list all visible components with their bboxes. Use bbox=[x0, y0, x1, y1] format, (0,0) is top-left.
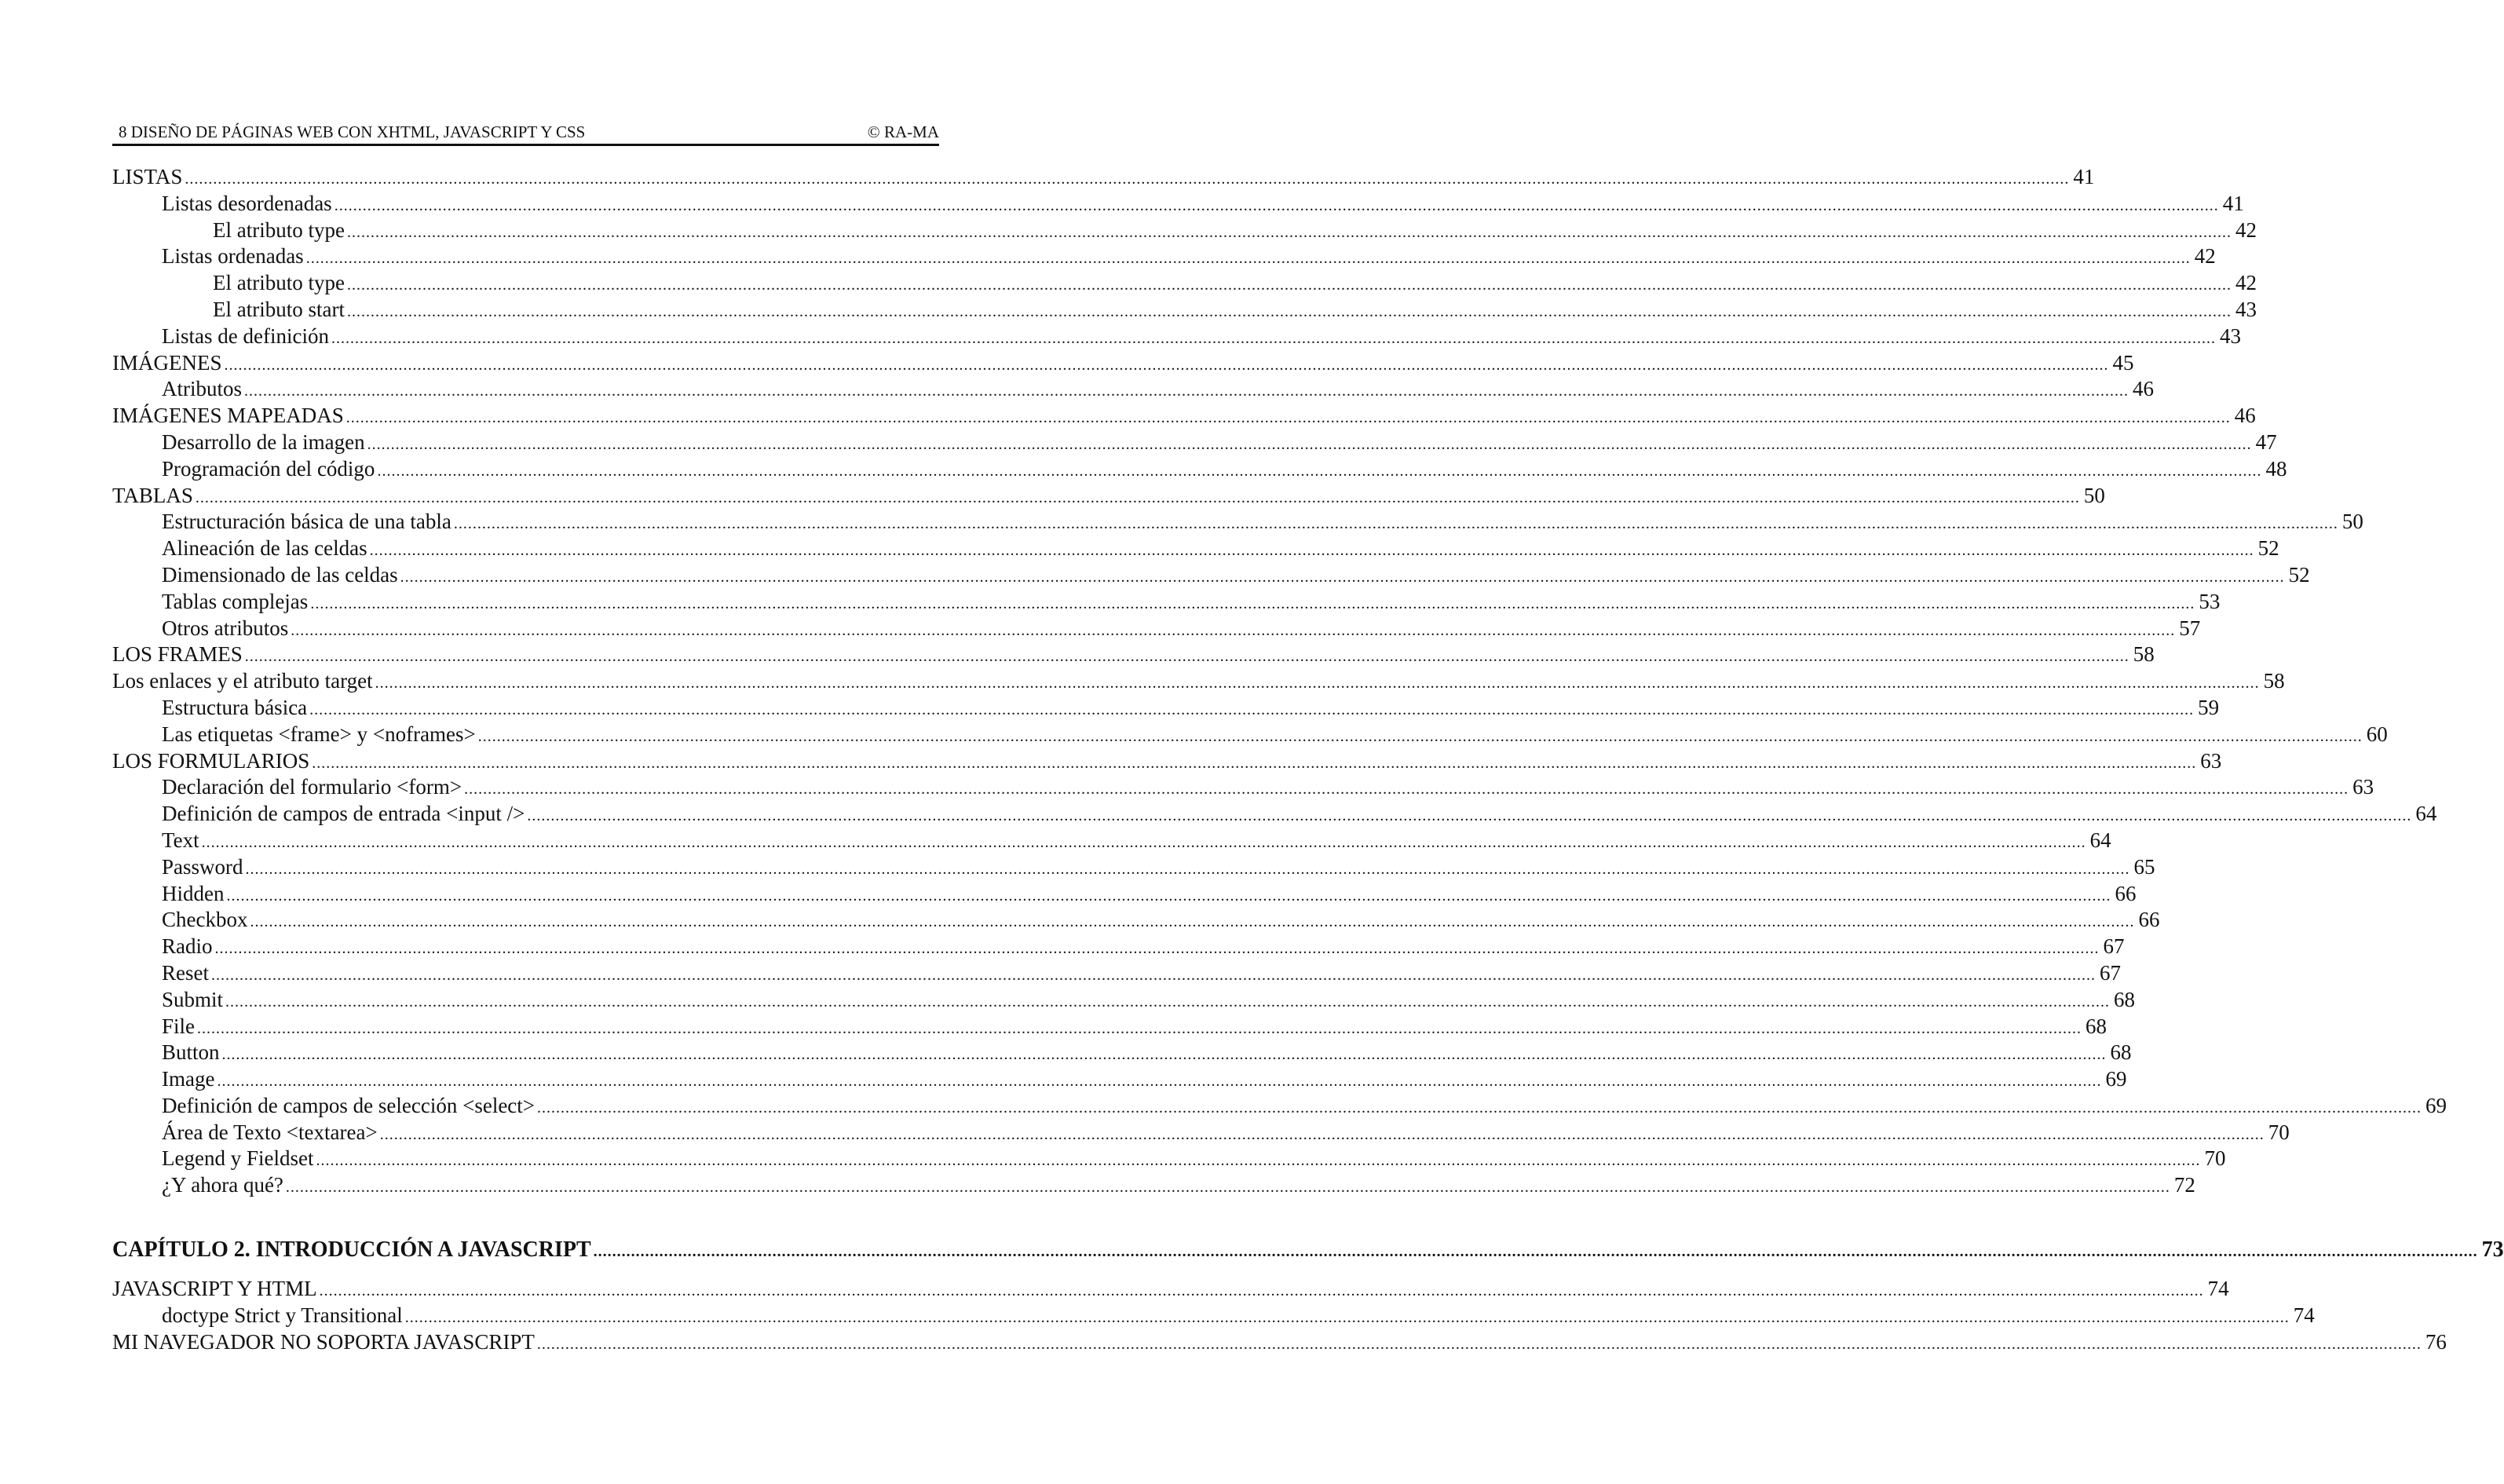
toc-entry-page-number: 66 bbox=[2138, 908, 2160, 932]
table-of-contents-continued bbox=[112, 1276, 2447, 1355]
toc-entry-title: ¿Y ahora qué? bbox=[162, 1173, 283, 1197]
toc-entry bbox=[112, 1120, 2290, 1146]
toc-entry bbox=[112, 722, 2388, 748]
toc-entry-page-number: 76 bbox=[2425, 1329, 2447, 1354]
toc-entry bbox=[112, 589, 2221, 616]
toc-entry-title: LOS FORMULARIOS bbox=[112, 748, 310, 773]
toc-entry-page-number: 42 bbox=[2235, 271, 2257, 295]
toc-entry-page-number: 57 bbox=[2179, 616, 2201, 640]
toc-entry-page-number: 42 bbox=[2194, 244, 2216, 269]
dot-leader: ................................................................................................................................................................................................................................................................................................................................................................................................................ bbox=[331, 329, 2216, 347]
toc-entry-title: Dimensionado de las celdas bbox=[162, 562, 398, 587]
toc-entry-page-number: 50 bbox=[2083, 483, 2105, 507]
toc-entry bbox=[112, 668, 2285, 695]
toc-entry-title: Otros atributos bbox=[162, 616, 289, 640]
toc-entry-page-number: 72 bbox=[2173, 1173, 2195, 1197]
toc-entry-title: Text bbox=[162, 828, 199, 852]
toc-entry bbox=[112, 1014, 2107, 1040]
toc-entry bbox=[112, 297, 2257, 323]
table-of-contents bbox=[112, 164, 2447, 1199]
dot-leader: ................................................................................................................................................................................................................................................................................................................................................................................................................ bbox=[537, 1098, 2422, 1117]
toc-entry-page-number: 46 bbox=[2133, 377, 2155, 401]
chapter-page-number: 73 bbox=[2481, 1237, 2504, 1262]
toc-entry-title: IMÁGENES bbox=[112, 350, 222, 375]
toc-entry-page-number: 65 bbox=[2133, 854, 2155, 879]
dot-leader: ................................................................................................................................................................................................................................................................................................................................................................................................................ bbox=[367, 435, 2252, 453]
toc-entry bbox=[112, 641, 2155, 668]
toc-entry bbox=[112, 1329, 2447, 1356]
toc-entry bbox=[112, 934, 2125, 960]
dot-leader: ................................................................................................................................................................................................................................................................................................................................................................................................................ bbox=[309, 700, 2195, 718]
toc-entry bbox=[112, 191, 2244, 217]
dot-leader: ................................................................................................................................................................................................................................................................................................................................................................................................................ bbox=[404, 1308, 2290, 1326]
dot-leader: ................................................................................................................................................................................................................................................................................................................................................................................................................ bbox=[285, 1179, 2170, 1197]
dot-leader: ................................................................................................................................................................................................................................................................................................................................................................................................................ bbox=[250, 913, 2135, 931]
toc-entry-page-number: 42 bbox=[2235, 217, 2257, 242]
toc-entry bbox=[112, 801, 2437, 828]
toc-entry-title: Listas desordenadas bbox=[162, 191, 332, 215]
toc-entry-title: LOS FRAMES bbox=[112, 642, 243, 667]
toc-entry-title: Password bbox=[162, 854, 243, 879]
dot-leader: ................................................................................................................................................................................................................................................................................................................................................................................................................ bbox=[346, 223, 2232, 241]
dot-leader: ................................................................................................................................................................................................................................................................................................................................................................................................................ bbox=[225, 992, 2111, 1011]
dot-leader: ................................................................................................................................................................................................................................................................................................................................................................................................................ bbox=[536, 1335, 2422, 1353]
toc-entry bbox=[112, 1303, 2315, 1329]
dot-leader: ................................................................................................................................................................................................................................................................................................................................................................................................................ bbox=[593, 1243, 2478, 1260]
dot-leader: ................................................................................................................................................................................................................................................................................................................................................................................................................ bbox=[527, 807, 2412, 825]
dot-leader: ................................................................................................................................................................................................................................................................................................................................................................................................................ bbox=[195, 488, 2080, 506]
toc-entry-page-number: 59 bbox=[2198, 695, 2220, 719]
toc-entry bbox=[112, 987, 2136, 1014]
toc-entry-page-number: 60 bbox=[2366, 722, 2388, 746]
toc-entry-title: Definición de campos de selección <select> bbox=[162, 1093, 536, 1117]
dot-leader: ................................................................................................................................................................................................................................................................................................................................................................................................................ bbox=[244, 648, 2129, 666]
toc-entry bbox=[112, 164, 2095, 191]
dot-leader: ................................................................................................................................................................................................................................................................................................................................................................................................................ bbox=[245, 860, 2130, 878]
toc-entry-page-number: 41 bbox=[2073, 165, 2095, 188]
toc-entry-page-number: 68 bbox=[2085, 1014, 2107, 1038]
toc-entry-page-number: 46 bbox=[2234, 404, 2256, 428]
toc-entry-title: Definición de campos de entrada <input /> bbox=[162, 802, 525, 826]
dot-leader: ................................................................................................................................................................................................................................................................................................................................................................................................................ bbox=[226, 886, 2111, 905]
chapter-title: CAPÍTULO 2. INTRODUCCIÓN A JAVASCRIPT bbox=[112, 1237, 591, 1262]
toc-entry-page-number: 68 bbox=[2110, 1040, 2132, 1065]
dot-leader: ................................................................................................................................................................................................................................................................................................................................................................................................................ bbox=[185, 170, 2070, 188]
toc-entry-page-number: 69 bbox=[2105, 1067, 2127, 1091]
toc-entry bbox=[112, 854, 2155, 881]
dot-leader: ................................................................................................................................................................................................................................................................................................................................................................................................................ bbox=[346, 276, 2232, 294]
toc-entry-page-number: 66 bbox=[2115, 881, 2137, 905]
dot-leader: ................................................................................................................................................................................................................................................................................................................................................................................................................ bbox=[334, 196, 2219, 214]
toc-entry bbox=[112, 695, 2220, 722]
toc-entry-page-number: 70 bbox=[2204, 1146, 2226, 1171]
dot-leader: ................................................................................................................................................................................................................................................................................................................................................................................................................ bbox=[375, 674, 2260, 693]
toc-entry-title: Estructuración básica de una tabla bbox=[162, 510, 451, 534]
toc-entry-page-number: 43 bbox=[2219, 323, 2241, 348]
dot-leader: ................................................................................................................................................................................................................................................................................................................................................................................................................ bbox=[291, 621, 2176, 639]
toc-entry bbox=[112, 483, 2105, 510]
toc-entry bbox=[112, 1172, 2195, 1199]
toc-entry bbox=[112, 217, 2257, 244]
dot-leader: ................................................................................................................................................................................................................................................................................................................................................................................................................ bbox=[346, 302, 2232, 320]
toc-entry-page-number: 70 bbox=[2268, 1120, 2290, 1144]
toc-entry bbox=[112, 429, 2277, 456]
toc-entry-title: LISTAS bbox=[112, 165, 183, 188]
dot-leader: ................................................................................................................................................................................................................................................................................................................................................................................................................ bbox=[224, 356, 2109, 374]
dot-leader: ................................................................................................................................................................................................................................................................................................................................................................................................................ bbox=[400, 568, 2285, 586]
dot-leader: ................................................................................................................................................................................................................................................................................................................................................................................................................ bbox=[312, 754, 2197, 772]
toc-entry-title: Desarrollo de la imagen bbox=[162, 429, 365, 454]
toc-entry-page-number: 68 bbox=[2114, 987, 2136, 1011]
toc-entry bbox=[112, 1066, 2127, 1093]
toc-entry bbox=[112, 828, 2111, 854]
dot-leader: ................................................................................................................................................................................................................................................................................................................................................................................................................ bbox=[244, 382, 2129, 400]
header-book-title: 8 DISEÑO DE PÁGINAS WEB CON XHTML, JAVASCRIPT Y CSS bbox=[119, 122, 586, 141]
toc-entry bbox=[112, 748, 2222, 775]
toc-entry-title: File bbox=[162, 1014, 196, 1038]
running-header bbox=[112, 120, 939, 146]
toc-entry bbox=[112, 376, 2155, 403]
dot-leader: ................................................................................................................................................................................................................................................................................................................................................................................................................ bbox=[319, 1282, 2204, 1299]
toc-entry-page-number: 41 bbox=[2222, 191, 2244, 215]
toc-entry bbox=[112, 535, 2279, 562]
toc-entry-page-number: 58 bbox=[2263, 669, 2285, 693]
toc-entry-title: Listas de definición bbox=[162, 323, 329, 348]
toc-entry-page-number: 74 bbox=[2293, 1303, 2315, 1327]
toc-entry-page-number: 47 bbox=[2255, 429, 2277, 454]
chapter-heading bbox=[112, 1234, 2504, 1266]
dot-leader: ................................................................................................................................................................................................................................................................................................................................................................................................................ bbox=[453, 515, 2338, 533]
toc-entry-title: Checkbox bbox=[162, 908, 248, 932]
toc-entry-title: El atributo type bbox=[213, 271, 345, 295]
toc-entry-title: Área de Texto <textarea> bbox=[162, 1120, 378, 1144]
toc-entry-page-number: 52 bbox=[2288, 562, 2310, 587]
dot-leader: ................................................................................................................................................................................................................................................................................................................................................................................................................ bbox=[464, 780, 2349, 799]
toc-entry-title: Atributos bbox=[162, 377, 243, 401]
dot-leader: ................................................................................................................................................................................................................................................................................................................................................................................................................ bbox=[211, 966, 2096, 984]
toc-entry-title: Programación del código bbox=[162, 456, 375, 481]
toc-entry-title: Submit bbox=[162, 987, 224, 1011]
toc-entry-title: El atributo type bbox=[213, 217, 345, 242]
toc-entry bbox=[112, 616, 2201, 642]
toc-entry-title: IMÁGENES MAPEADAS bbox=[112, 404, 344, 428]
toc-entry-page-number: 58 bbox=[2133, 642, 2155, 667]
toc-entry bbox=[112, 323, 2241, 350]
toc-entry-title: TABLAS bbox=[112, 483, 193, 507]
toc-entry-title: Tablas complejas bbox=[162, 589, 309, 613]
toc-entry-title: Alineación de las celdas bbox=[162, 536, 367, 561]
toc-entry-title: Legend y Fieldset bbox=[162, 1146, 314, 1171]
toc-entry-page-number: 45 bbox=[2112, 350, 2134, 375]
toc-entry-title: Los enlaces y el atributo target bbox=[112, 669, 373, 693]
toc-entry bbox=[112, 907, 2160, 934]
toc-entry-page-number: 43 bbox=[2235, 297, 2257, 321]
toc-entry-page-number: 50 bbox=[2341, 510, 2363, 534]
toc-entry-page-number: 48 bbox=[2265, 456, 2287, 481]
toc-entry-title: Reset bbox=[162, 960, 209, 985]
dot-leader: ................................................................................................................................................................................................................................................................................................................................................................................................................ bbox=[310, 594, 2195, 612]
toc-entry bbox=[112, 456, 2287, 483]
toc-entry-page-number: 67 bbox=[2100, 960, 2121, 985]
toc-entry-page-number: 63 bbox=[2200, 748, 2222, 773]
toc-entry bbox=[112, 774, 2374, 801]
toc-entry-page-number: 64 bbox=[2415, 802, 2437, 826]
toc-entry-title: Listas ordenadas bbox=[162, 244, 304, 269]
toc-entry bbox=[112, 1276, 2229, 1303]
toc-entry-title: Button bbox=[162, 1040, 220, 1065]
toc-entry bbox=[112, 509, 2363, 535]
dot-leader: ................................................................................................................................................................................................................................................................................................................................................................................................................ bbox=[369, 542, 2254, 560]
dot-leader: ................................................................................................................................................................................................................................................................................................................................................................................................................ bbox=[201, 833, 2086, 851]
dot-leader: ................................................................................................................................................................................................................................................................................................................................................................................................................ bbox=[217, 1073, 2102, 1091]
dot-leader: ................................................................................................................................................................................................................................................................................................................................................................................................................ bbox=[316, 1152, 2201, 1170]
dot-leader: ................................................................................................................................................................................................................................................................................................................................................................................................................ bbox=[477, 727, 2363, 745]
toc-entry bbox=[112, 960, 2121, 987]
toc-entry-title: Radio bbox=[162, 934, 213, 959]
dot-leader: ................................................................................................................................................................................................................................................................................................................................................................................................................ bbox=[221, 1046, 2107, 1064]
toc-entry bbox=[112, 350, 2134, 377]
toc-entry-title: Declaración del formulario <form> bbox=[162, 775, 462, 799]
dot-leader: ................................................................................................................................................................................................................................................................................................................................................................................................................ bbox=[345, 409, 2231, 427]
toc-entry bbox=[112, 1040, 2132, 1066]
toc-entry-page-number: 67 bbox=[2103, 934, 2125, 959]
dot-leader: ................................................................................................................................................................................................................................................................................................................................................................................................................ bbox=[305, 250, 2191, 268]
toc-entry-page-number: 52 bbox=[2257, 536, 2279, 561]
toc-entry bbox=[112, 403, 2256, 429]
toc-entry-title: Las etiquetas <frame> y <noframes> bbox=[162, 722, 476, 746]
dot-leader: ................................................................................................................................................................................................................................................................................................................................................................................................................ bbox=[377, 462, 2262, 480]
toc-entry-page-number: 53 bbox=[2199, 589, 2221, 613]
toc-entry bbox=[112, 881, 2137, 908]
toc-entry-page-number: 69 bbox=[2425, 1093, 2447, 1117]
toc-entry bbox=[112, 562, 2310, 589]
toc-entry-title: doctype Strict y Transitional bbox=[162, 1303, 403, 1327]
toc-entry bbox=[112, 1093, 2447, 1120]
toc-entry bbox=[112, 1146, 2226, 1172]
toc-entry-page-number: 64 bbox=[2089, 828, 2111, 852]
toc-entry-title: El atributo start bbox=[213, 297, 345, 321]
header-publisher: © RA-MA bbox=[867, 122, 939, 141]
toc-entry bbox=[112, 270, 2257, 297]
dot-leader: ................................................................................................................................................................................................................................................................................................................................................................................................................ bbox=[197, 1019, 2082, 1037]
toc-entry-title: Hidden bbox=[162, 881, 225, 905]
toc-entry-title: Estructura básica bbox=[162, 695, 308, 719]
toc-entry-title: Image bbox=[162, 1067, 215, 1091]
toc-entry-page-number: 63 bbox=[2352, 775, 2374, 799]
toc-entry bbox=[112, 243, 2216, 270]
chapter-entry bbox=[112, 1234, 2504, 1266]
toc-entry-page-number: 74 bbox=[2207, 1277, 2229, 1300]
dot-leader: ................................................................................................................................................................................................................................................................................................................................................................................................................ bbox=[214, 940, 2100, 958]
dot-leader: ................................................................................................................................................................................................................................................................................................................................................................................................................ bbox=[379, 1125, 2265, 1143]
toc-entry-title: MI NAVEGADOR NO SOPORTA JAVASCRIPT bbox=[112, 1329, 535, 1354]
toc-entry-title: JAVASCRIPT Y HTML bbox=[112, 1277, 317, 1300]
